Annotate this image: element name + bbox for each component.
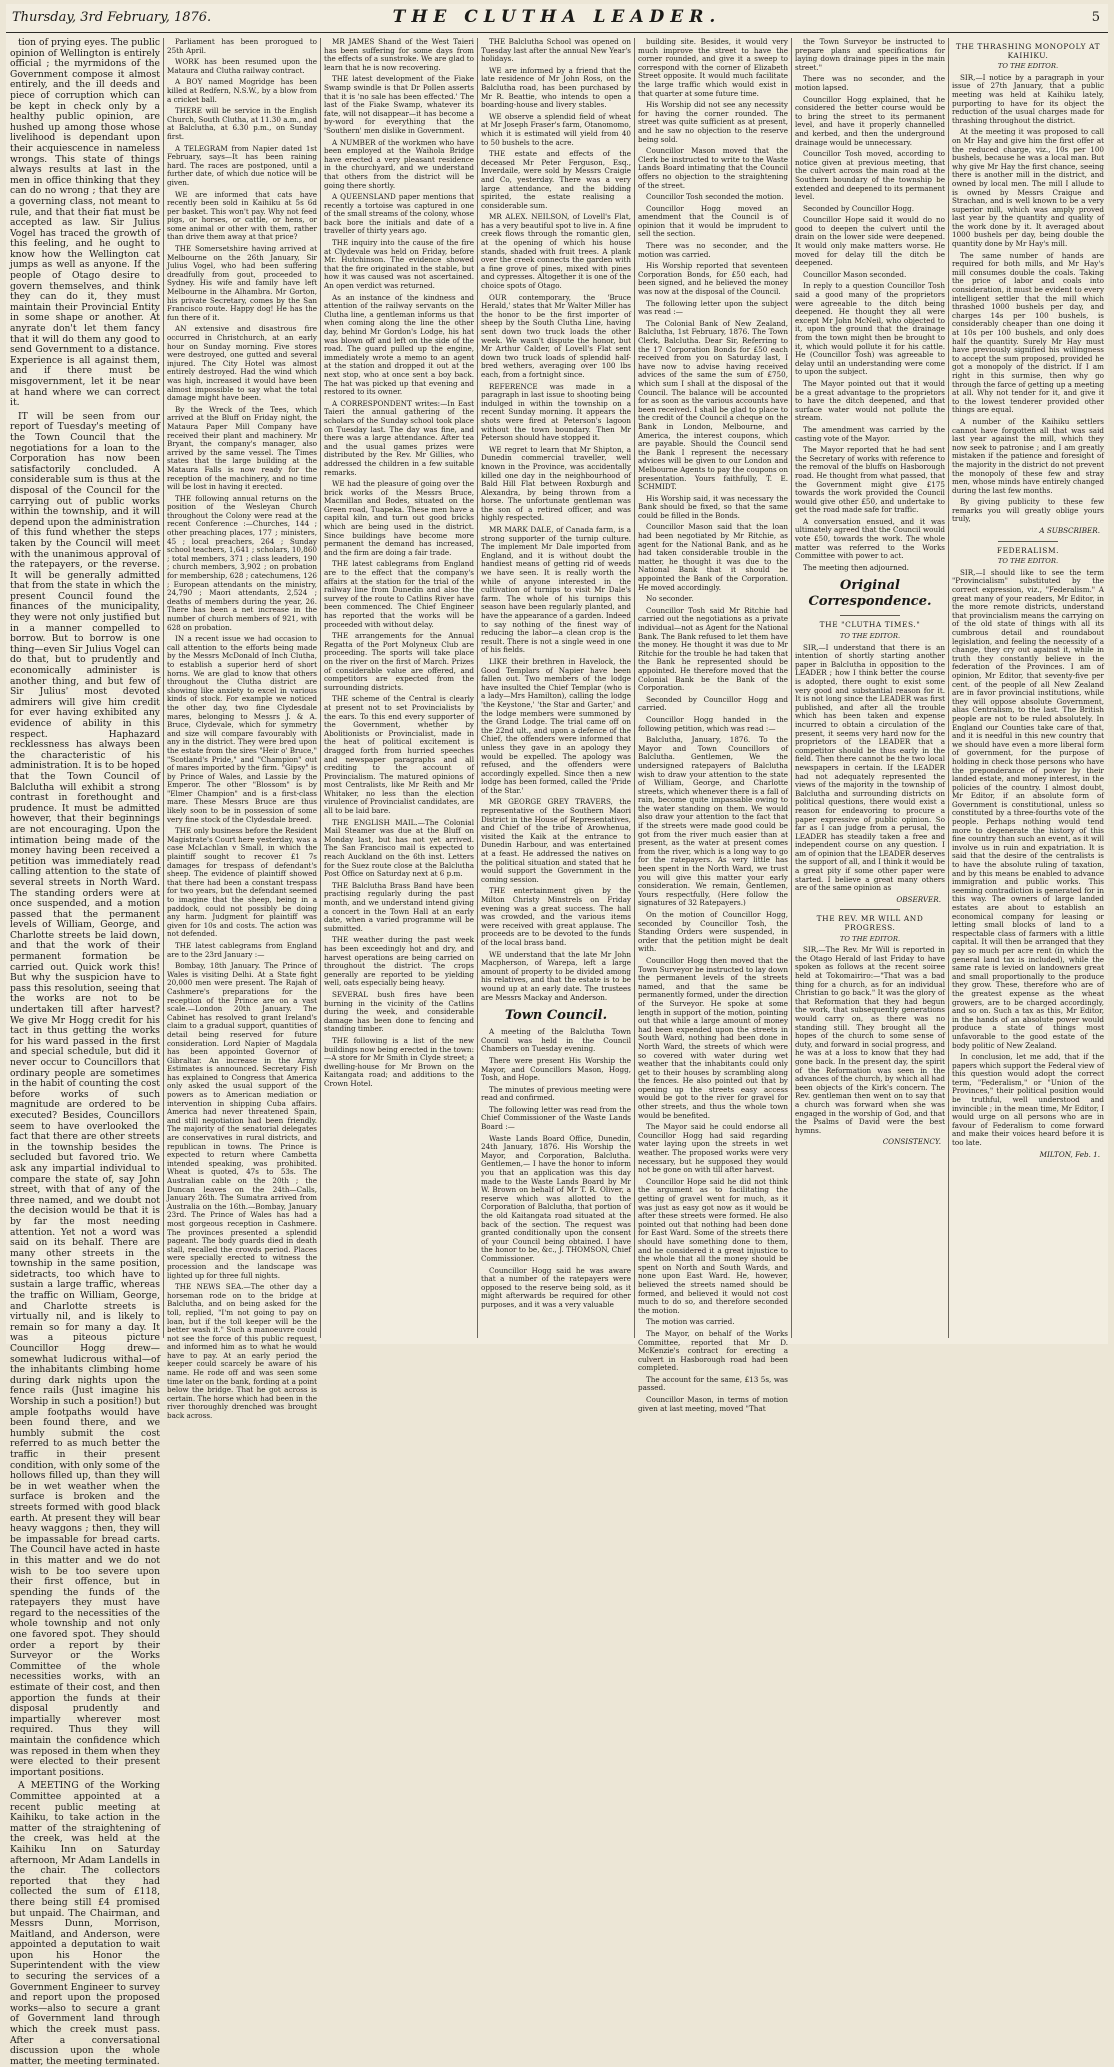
column-4 (481, 38, 631, 1338)
news-paragraph: THE ENGLISH MAIL.—The Colonial Mail Steamer was due at the Bluff on Monday last, but has not yet arrived. The San Francisco mail is expected to reach Auckland on the 6th inst. Letters for the Suez route close at the Balclutha Post Office on Saturday next at 6 p.m. (324, 817, 474, 879)
column-3 (324, 38, 474, 1338)
letter-addressee: TO THE EDITOR. (839, 632, 901, 641)
letter-signature: OBSERVER. (896, 894, 941, 904)
column-rule (477, 38, 478, 1338)
news-paragraph: OUR contemporary, the 'Bruce Herald,' states that Mr Walter Miller has the honor to be the first importer of sheep by the South Clutha Line, having sent down two truck loads the other week. We wasn't dispute the honor, but Mr Arthur Calder, of Lovell's Flat sent down two truck loads of splendid half-bred wethers, averaging over 100 lbs each, from a fortnight since. (481, 292, 631, 379)
columns (6, 37, 1108, 2067)
news-paragraph: Bombay, 18th January. The Prince of Wales is visiting Delhi. At a State fight 20,000 men were present. The Rajah of Cashmere's preparations for the reception of the Prince are on a vast scale.—London 20th January. The Cabinet has resolved to grant Ireland's claim to a gradual support, quantities of detail being reserved for future consideration. Lord Napier of Magdala has been appointed Governor of Gibraltar. An increase in the Army Estimates is announced. Secretary Fish has explained to Congress that America only asked the usual support of the powers as to American mediation or intervention in shipping Cuba affairs. America had never threatened Spain, and still negotiation had been friendly. The majority of the senatorial delegates are conservatives in rural districts, and republican in towns. The Prince is expected to return where Cambetta intended speaking, was prohibited. Wheat is quoted, 47s to 53s. The Australian cable on the 20th ; the Duncan leaves on the 24th—Calls, January 26th. The Sumatra arrived from Australia on the 16th.—Bombay, January 23rd. The Prince of Wales has had a most gorgeous reception in Cashmere. The provinces presented a splendid pageant. The body guards died in death stall, recalled the crowds period. Places were specially erected to witness the procession and the landscape was lighted up for three full nights. (167, 961, 317, 1280)
news-paragraph: THE estate and effects of the deceased Mr Peter Ferguson, Esq., Inverdaile, were sold by Messrs Craigie and Co, yesterday. There was a very large attendance, and the bidding spirited, the estate realising a considerable sum. (481, 149, 631, 210)
council-paragraph: building site. Besides, it would very much improve the street to have the corner rounded, and give it a sweep to correspond with the corner of Elizabeth Street opposite. It would much facilitate the large traffic which would exist in that quarter at some future time. (638, 37, 788, 98)
divider (840, 615, 900, 616)
news-paragraph: THE latest cablegrams from England are to the effect that the company's affairs at the station for the trial of the railway line from Dunedin and also the survey of the route to Catlins River have been commenced. The Chief Engineer has reported that the works will be proceeded with without delay. (324, 559, 474, 629)
letter-paragraph: By giving publicity to these few remarks you will greatly oblige yours truly, (952, 497, 1104, 524)
news-paragraph: SEVERAL bush fires have been burning in the vicinity of the Catlins during the week, and considerable damage has been done to fencing and standing timber. (324, 989, 474, 1034)
news-paragraph: WE are informed by a friend that the late residence of Mr John Ross, on the Balclutha road, has been purchased by Mr R. Beattie, who intends to open a boarding-house and livery stables. (481, 65, 631, 110)
news-paragraph: THE following annual returns on the position of the Wesleyan Church throughout the Colony were read at the recent Conference :—Churches, 144 ; other preaching places, 177 ; ministers, 45 ; local preachers, 264 ; Sunday school teachers, 1,641 ; scholars, 10,860 ; total members, 371 ; class leaders, 190 ; church members, 3,902 ; on probation for membership, 628 ; catechumens, 126 ; European attendants on the ministry, 24,790 ; Maori attendants, 2,524 ; deaths of members during the year, 26. There has been a net increase in the number of church members of 921, with 628 on probation. (167, 493, 317, 632)
column-7 (952, 38, 1104, 1338)
page-number: 5 (1091, 10, 1100, 25)
council-paragraph: Waste Lands Board Office, Dunedin, 24th January, 1876. His Worship the Mayor, and Corporation, Balclutha. Gentlemen,— I have the honor to inform you that an application was this day made to the Waste Lands Board by Mr W. Brown on behalf of Mr T. R. Oliver, a reserve which was allotted to the Corporation of Balclutha, that portion of the old Kaitangata road situated at the back of the section. The request was granted conditionally upon the consent of your Council being obtained. I have the honor to be, &c., J. THOMSON, Chief Commissioner. (481, 1133, 631, 1263)
town-council-heading: Town Council. (504, 1008, 608, 1024)
correspondence-heading: Original Correspondence. (808, 578, 932, 610)
letter-paragraph: The same number of hands are required for both mills, and Mr Hay's mill consumes double the coals. Taking the price of labor and coals into consideration, it must be evident to every intelligent settler that the mill which thrashed 1000 bushels per day, and charges 14s per 100 bushels, is considerably cheaper than one doing it at 10s per 100 bushels, and only does half the quantity. Surely Mr Hay must have previously signified his willingness to accept the sum proposed, provided he got a monopoly of the district. If I am right in this surmise, then why go through the farce of getting up a meeting at all. Why not tender for it, and give it to the lowest tenderer provided other things are equal. (952, 250, 1105, 415)
letter-signature: MILTON, Feb. 1. (1039, 1149, 1100, 1159)
news-paragraph: MR JAMES Shand of the West Taieri has been suffering for some days from the effects of a sunstroke. We are glad to learn that he is now recovering. (324, 37, 474, 72)
letter-body (952, 569, 1104, 1148)
news-paragraph: WE understand that the late Mr John Macpherson, of Warepa, left a large amount of property to be divided among his relatives, and that the estate is to be wound up at an early date. The trustees are Messrs Mackay and Anderson. (481, 949, 631, 1002)
council-paragraph: Councillor Hope said he did not think the argument as to facilitating the getting of gravel went for much, as it was just as easy got now as it would be after these streets were formed. He also pointed out that nothing had been done for East Ward. Some of the streets there should have something done to them, and he considered it a great injustice to the whole that all the money should be spent on North and South Wards, and none upon East Ward. He, however, believed the streets named should be formed, and believed it would not cost much to do so, and therefore seconded the motion. (638, 1176, 788, 1315)
news-paragraph: THE weather during the past week has been exceedingly hot and dry, and harvest operations are being carried on throughout the district. The crops generally are reported to be yielding well, oats especially being heavy. (324, 935, 474, 988)
council-paragraph: There was no seconder, and the motion lapsed. (795, 74, 945, 92)
council-paragraph: No seconder. (646, 594, 694, 604)
news-paragraph: WORK has been resumed upon the Mataura and Clutha railway contract. (167, 57, 317, 75)
issue-date: Thursday, 3rd February, 1876. (12, 10, 212, 25)
column-2 (167, 37, 317, 1421)
council-paragraph: Councillor Tosh said Mr Ritchie had carried out the negotiations as a private individual—not as Agent for the National Bank. The Bank refused to let them have the money. He thought it was due to Mr Ritchie for the trouble he had taken that the Bank he represented should be appointed. He therefore moved that the Colonial Bank be the Bank of the Corporation. (638, 605, 788, 693)
council-paragraph: A meeting of the Balclutha Town Council was held in the Council Chambers on Tuesday evening. (481, 1027, 631, 1054)
column-rule (163, 38, 164, 1338)
council-paragraph: His Worship reported that seventeen Corporation Bonds, for £50 each, had been signed, and he believed the money was now at the disposal of the Council. (638, 261, 788, 297)
news-paragraph: THE arrangements for the Annual Regatta of the Port Molyneux Club are proceeding. The sports will take place on the river on the first of March. Prizes of considerable value are offered, and competitors are expected from the surrounding districts. (324, 631, 474, 692)
column-rule (320, 38, 321, 1338)
news-paragraph: THE following is a list of the new buildings now being erected in the town:—A store for Mr Smith in Clyde street; a dwelling-house for Mr Brown on the Kaitangata road; and additions to the Crown Hotel. (324, 1035, 474, 1088)
news-paragraph: AN extensive and disastrous fire occurred in Christchurch, at an early hour on Sunday morning. Five stores were destroyed, one gutted and several injured. The City Hotel was almost entirely destroyed. Had the wind which was high, increased it would have been almost impossible to say what the total damage might have been. (167, 324, 317, 403)
news-paragraph: Parliament has been prorogued to 25th April. (167, 37, 317, 55)
council-paragraph: The minutes of previous meeting were read and confirmed. (481, 1084, 631, 1103)
letter-paragraph: SIR,—I should like to see the term "Provincialism" substituted by the correct expression, viz., "Federalism." A great many of your readers, Mr Editor, in the more remote districts, understand that provincialism means the carrying on of the old state of things with all its cumbrous detail and roundabout legislation, and feeling the necessity of a change, they cry out against it, while in truth they constantly believe in the federation of the Provinces. I am of opinion, Mr Editor, that seventy-five per cent. of the people of all New Zealand are in favor provincial institutions, while they will oppose absolute Government, alias Centralism, to the last. The British people are not to be ruled absolutely. In England our Counties take care of that, and it is needful in this new country that we should have even a more liberal form of government, for the purpose of holding in check those persons who have the preponderance of power by their landed estate, and money interest, in the policies of the country. I almost doubt, Mr Editor, if an absolute form of Government is constitutional, unless so constituted by a three-fourths vote of the people. Perhaps nothing would tend more to degenerate the history of this fine country than such an event, as it will involve us in ruin and expatriation. It is said that the desire of the centralists is to have the absolute ruling of taxation, and by this means be enabled to advance immigration and public works. This seeming contradiction is generated for in this way. The owners of large landed estates are about to establish an economical company for leasing or letting small blocks of land to a respectable class of farmers with a little capital. It will then be arranged that they pay so much per acre rent (in which the general land tax is included), while the same rate is levied on landowners great and small proportionally to the produce they grow. These, therefore who are of the greatest expense as the wheat growers, are to be charged accordingly, and so on. Such a tax as this, Mr Editor, in the hands of an absolute power would produce a state of things most unfavorable to the good estate of the body politic of New Zealand. (952, 567, 1104, 1050)
letter-paragraph: At the meeting it was proposed to call on Mr Hay and give him the first offer at the reduced charge, viz., 10s per 100 bushels, because he was a local man. But why give Mr Hay the first chance, seeing there is another mill in the district, and owned by local men. The mill I allude to is owned by Messrs Craigue and Strachan, and is well known to be a very superior mill, which was amply proved last year by the quantity and quality of the work done by it. It averaged about 1000 bushels per day, being double the quantity done by Mr Hay's mill. (952, 127, 1104, 249)
masthead-title: THE CLUTHA LEADER. (392, 7, 722, 27)
council-paragraph: The meeting then adjourned. (803, 562, 909, 572)
council-paragraph: Councillor Hogg said he was aware that a number of the ratepayers were opposed to the reserve being sold, as it might afterwards be required for other purposes, and it was a very valuable (481, 1265, 631, 1309)
letter-signature: A SUBSCRIBER. (1039, 526, 1100, 536)
news-paragraph: WE regret to learn that Mr Shipton, a Dunedin commercial traveller, well known in the Province, was accidentally killed one day in the neighbourhood of Bald Hill Flat between Roxburgh and Alexandra, by being thrown from a horse. The unfortunate gentleman was the son of a retired officer, and was highly respected. (481, 444, 631, 523)
letter-body: SIR,—The Rev. Mr Will is reported in the Otago Herald of last Friday to have spoken as follows at the recent soiree held at Tokomairiro:—"That was a bad thing for a church, as for an individual Christian to go back." It was the glory of that Reformation that they had begun the work, that subsequently generations would carry on, as there was no standing still. They brought all the hopes of the church to some sense of duty, and forward in social progress, and he was at a loss to know that they had gone back. In the present day, the spirit of the Reformation was seen in the advances of the church, by which all had been objects of the Kirk's concern. The Rev. gentleman then went on to say that a church was forward when she was engaged in the worship of God, and that the Psalms of David were the best hymns. (795, 945, 945, 1135)
council-paragraph: The Mayor, on behalf of the Works Committee, reported that Mr D. McKenzie's contract for erecting a culvert in Hasborough road had been completed. (638, 1328, 788, 1373)
letter-title: THE "CLUTHA TIMES." (819, 620, 921, 630)
news-items (324, 38, 474, 1088)
council-paragraph: The Mayor reported that he had sent the Secretary of works with reference to the removal of the bluffs on Hasborough road. He thought from what passed, that the Government might give £175 towards the work provided the Council would give other £50, and undertake to get the road made safe for traffic. (795, 445, 945, 515)
council-paragraph: The Mayor said he could endorse all Councillor Hogg had said regarding water laying upon the streets in wet weather. The proposed works were very necessary, but he supposed they would not be gone on with till after harvest. (638, 1122, 788, 1175)
letter-title: THE THRASHING MONOPOLY AT KAIHIKU. (955, 42, 1101, 60)
council-paragraph: Balclutha, January, 1876. To the Mayor and Town Councillors of Balclutha. Gentlemen, We the undersigned ratepayers of Balclutha wish to draw your attention to the state of William, George, and Charlotte streets, which whenever there is a fall of rain, become quite impassable owing to the water standing on them. We would also draw your attention to the fact that if the streets were made good could be got from the river much easier than at present, as the water at present comes from the river, which is a long way to go for the ratepayers. As very little has been spent in the North Ward, we trust you will give this matter your early consideration. We remain, Gentlemen, Yours respectfully, (Here follow the signatures of 32 Ratepayers.) (638, 735, 788, 908)
news-paragraph: THE latest cablegrams from England are to the 23rd January :— (167, 940, 317, 959)
town-council-report (481, 1028, 631, 1309)
news-paragraph: THE scheme of the Central is clearly at present not to set Provincialists by the ears. To this end every supporter of the Government, whether by Abolitionists or Provincialist, made in the heat of political excitement is dragged forth from hurried speeches and newspaper paragraphs and all crediting to the account of Provincialism. The matured opinions of most Centralists, like Mr Reith and Mr Whitaker, no less than the election virulence of Provincialist candidates, are all to be laid bare. (324, 694, 474, 816)
letter-title: THE REV. MR WILL AND PROGRESS. (816, 914, 924, 933)
council-paragraph: The motion was carried. (646, 1317, 735, 1327)
news-paragraph: A NUMBER of the workmen who have been employed at the Waihola Bridge have erected a very pleasant residence in the churchyard, and we understand that others from the district will be going there shortly. (324, 137, 474, 190)
divider (840, 909, 900, 910)
council-paragraph: Seconded by Councillor Hogg and carried. (638, 694, 788, 713)
news-paragraph: WE observe a splendid field of wheat at Mr Joseph Fraser's farm, Otanomomo, which it is estimated will yield from 40 to 50 bushels to the acre. (481, 111, 631, 147)
letter-addressee: TO THE EDITOR. (997, 62, 1059, 71)
news-paragraph: THE Balclutha Brass Band have been practising regularly during the past month, and we understand intend giving a concert in the Town Hall at an early date, when a varied programme will be submitted. (324, 880, 474, 933)
council-paragraph: The following letter upon the subject was read :— (638, 298, 788, 317)
leader-paragraph: A MEETING of the Working Committee appointed at a recent public meeting at Kaihiku, to take action in the matter of the straightening of the creek, was held at the Kaihiku Inn on Saturday afternoon, Mr Adam Landells in the chair. The collectors reported that they had collected the sum of £118, there being still £4 promised but unpaid. The Chairman, and Messrs Dunn, Morrison, Maitland, and Anderson, were appointed a deputation to wait upon his Honor the Superintendent with the view to securing the services of a Government Engineer to survey and report upon the proposed works—also to secure a grant of Government land through which the creek must pass. After a conversational discussion upon the whole matter, the meeting terminated. (10, 1780, 160, 2067)
council-paragraph: Councillor Tosh moved, according to notice given at previous meeting, that the culvert across the main road at the Southern boundary of the township be extended and deepened to its permanent level. (795, 149, 945, 202)
town-council-report-continued (638, 38, 788, 1413)
news-paragraph: THE entertainment given by the Milton Christy Minstrels on Friday evening was a great success. The hall was crowded, and the various items were received with great applause. The proceeds are to be devoted to the funds of the local brass band. (481, 886, 631, 947)
council-paragraph: The account for the same, £13 5s, was passed. (638, 1374, 788, 1393)
council-paragraph: Councillor Hogg moved an amendment that the Council is of opinion that it would be imprudent to sell the section. (638, 203, 788, 239)
council-paragraph: Councillor Tosh seconded the motion. (646, 192, 784, 202)
letter-body (952, 74, 1104, 524)
council-paragraph: There was no seconder, and the motion was carried. (638, 241, 788, 259)
news-paragraph: MR ALEX. NEILSON, of Lovell's Flat, has a very beautiful spot to live in. A fine creek flows through the romantic glen, at the opening of which his house stands, shaded with fruit trees. A plank over the creek connects the garden with a fine grove of pines, mixed with pines and cypresses. Altogether it is one of the choice spots of Otago. (481, 212, 631, 291)
running-head (6, 4, 1108, 33)
letter-paragraph: SIR,—I notice by a paragraph in your issue of 27th January, that a public meeting was held at Kaihiku lately, purporting to have for its object the reduction of the usual charges made for thrashing throughout the district. (952, 72, 1104, 125)
council-paragraph: Councillor Hope said it would do no good to deepen the culvert until the drain on the lower side were deepened. It would only make matters worse. He moved for delay till the ditch be deepened. (795, 215, 945, 268)
news-paragraph: A TELEGRAM from Napier dated 1st February, says—It has been raining hard. The races are postponed, until a further date, of which due notice will be given. (167, 143, 317, 187)
council-paragraph: Councillor Hogg then moved that the Town Surveyor be instructed to lay down the permanent levels of the streets named, and that the same be permanently formed, under the direction of the Surveyor. He spoke at some length in support of the motion, pointing out that while a large amount of money had been expended upon the streets in South Ward, nothing had been done in North Ward, the streets of which were so covered with water during wet weather that the inhabitants could only get to their houses by scrambling along the fences. He also pointed out that by opening up the streets easy access would be got to the river for gravel for other streets, and thus the whole town would be benefited. (638, 955, 788, 1120)
news-paragraph: A BOY named Mogridge has been killed at Redfern, N.S.W., by a blow from a cricket ball. (167, 77, 317, 104)
council-paragraph: The Colonial Bank of New Zealand, Balclutha, 1st February, 1876. The Town Clerk, Balclutha. Dear Sir, Referring to the 17 Corporation Bonds for £50 each received from you on Saturday last, I have now to advise having received advices of the same the sum of £750, which sum I shall at the disposal of the Council. The balance will be accounted for as soon as the various accounts have been received. I shall be glad to place to the credit of the Council a cheque on the Bank in London, Melbourne, and America, the interest coupons, which are payable. Should the Council send the Bank I represent the necessary advices will be given to our London and Melbourne Agents to pay the coupons on presentation. Yours faithfully, T. E. SCHMIDT. (638, 318, 788, 492)
leader-paragraph: tion of prying eyes. The public opinion of Wellington is entirely official ; the myrmidons of the Government compose it almost entirely, and the ill deeds and piece of corruption which can be kept in check only by a healthy public opinion, are hushed up among those whose livelihood is dependant upon their acquiescence in nameless wrongs. This state of things always results at last in the men in office thinking that they can do no wrong ; that they are a governing class, not meant to rule, and that their fiat must be accepted as law. Sir Julius Vogel has traced the growth of this feeling, and he ought to know how the Wellington cat jumps as well as anyone. If the people of Otago desire to govern themselves, and think they can do it, they must maintain their Provincial Entity in some shape or another. At anyrate don't let them fancy that it will do them any good to send Government to a distance. Experience is all against them, and if there must be misgovernment, let it be near at hand where we can correct it. (10, 37, 160, 409)
news-paragraph: A CORRESPONDENT writes:—In East Taieri the annual gathering of the scholars of the Sunday school took place on Tuesday last. The day was fine, and there was a large attendance. After tea and the usual games prizes were distributed by the Rev. Mr Gillies, who addressed the children in a few suitable remarks. (324, 398, 474, 477)
news-paragraph: REFERENCE was made in a paragraph in last issue to shooting being indulged in within the township on a recent Sunday morning. It appears the shots were fired at Peterson's lagoon without the town boundary. Then Mr Peterson should have stopped it. (481, 381, 631, 443)
town-council-report-continued (795, 38, 945, 572)
council-paragraph: Seconded by Councillor Hogg. (803, 203, 914, 213)
council-paragraph: On the motion of Councillor Hogg, seconded by Councillor Tosh, the Standing Orders were suspended, in order that the petition might be dealt with. (638, 910, 788, 954)
news-paragraph: As an instance of the kindness and attention of the railway servants on the Clutha line, a gentleman informs us that when coming along the line the other day, behind Mr Gordon's Lodge, his hat was blown off and left on the side of the road. The guard pulled up the engine, immediately wrote a memo to an agent at the station and dropped it out at the next stop, who at once sent a boy back. The hat was picked up that evening and restored to its owner. (324, 292, 474, 397)
letter-paragraph: A number of the Kaihiku settlers cannot have forgotten all that was said last year against the mill, which they now seek to patronise ; and I am greatly mistaken if the patience and foresight of the majority in the district do not prevent the monopoly of these few and stray men, whose minds have entirely changed during the last few months. (952, 416, 1104, 495)
council-paragraph: The Mayor pointed out that it would be a great advantage to the proprietors to have the ditch deepened, and that surface water would not pollute the stream. (795, 378, 945, 423)
council-paragraph: His Worship did not see any necessity for having the corner rounded. The street was quite sufficient as at present, and he saw no objection to the reserve being sold. (638, 100, 788, 144)
column-1 (10, 37, 160, 2067)
letter-addressee: TO THE EDITOR. (839, 934, 901, 943)
council-paragraph: A conversation ensued, and it was ultimately agreed that the Council would vote £50, towards the work. The whole matter was referred to the Works Committee with power to act. (795, 516, 945, 561)
divider (998, 541, 1059, 542)
news-paragraph: THE only business before the Resident Magistrate's Court here yesterday, was a case McLachlan v Small, in which the plaintiff sought to recover £1 7s damages for trespass of defendant's sheep. The evidence of plaintiff showed that there had been a constant trespass for two years, but the defendant seemed to imagine that the sheep, being in a paddock, could not possibly be doing any harm. Judgment for plaintiff was given for 10s and costs. The action was not defended. (167, 826, 317, 939)
council-paragraph: In reply to a question Councillor Tosh said a good many of the proprietors were agreeable to the ditch being deepened. He thought they all were except Mr John McNeil, who objected to it, upon the ground that the drainage from the town might then be brought to it, which would pollute it for his cattle. He (Councillor Tosh) was agreeable to delay until an understanding were come to upon the subject. (795, 281, 945, 377)
council-paragraph: Councillor Mason, in terms of motion given at last meeting, moved "That (638, 1395, 788, 1413)
news-paragraph: THE Balclutha School was opened on Tuesday last after the annual New Year's holidays. (481, 37, 631, 64)
news-paragraph: MR MARK DALE, of Canada farm, is a strong supporter of the turnip culture. The implement Mr Dale imported from England, and it is without doubt the handiest means of getting rid of weeds we have seen. It is really worth the while of anyone interested in the cultivation of turnips to visit Mr Dale's farm. The whole of his turnips this season have been regularly planted, and have the appearance of a garden. Indeed to say nothing of the finest way of reducing the labor—a clean crop is the result. There is not a single weed in one of his fields. (481, 525, 631, 655)
letter-signature: CONSISTENCY. (882, 1137, 941, 1147)
council-paragraph: Councillor Mason moved that the Clerk be instructed to write to the Waste Lands Board intimating that the Council offers no objection to the straightening of the street. (638, 146, 788, 190)
news-paragraph: THERE will be service in the English Church, South Clutha, at 11.30 a.m., and at Balclutha, at 6.30 p.m., on Sunday first. (167, 106, 317, 141)
news-paragraph: WE had the pleasure of going over the brick works of the Messrs Bruce, Macmillan and Bodes, situated on the Green road, Tuapeka. These men have a capital kiln, and turn out good bricks which are being used in the district. Since buildings have become more permanent the demand has increased, and the firm are doing a fair trade. (324, 479, 474, 557)
news-items (167, 38, 317, 1421)
letter-title: FEDERALISM. (996, 545, 1060, 555)
news-paragraph: A QUEENSLAND paper mentions that recently a tortoise was captured in one of the small streams of the colony, whose back bore the initials and date of a traveller of thirty years ago. (324, 192, 474, 236)
news-paragraph: By the Wreck of the Tees, which arrived at the Bluff on Friday night, the Mataura Paper Mill Company have received their plant and machinery. Mr Bryant, the company's manager, also arrived by the same vessel. The Times states that the large building at the Mataura Falls is now ready for the reception of the machinery, and no time will be lost in having it erected. (167, 404, 317, 492)
council-paragraph: Councillor Hogg handed in the following petition, which was read :— (638, 714, 788, 733)
column-6 (795, 38, 945, 1338)
column-rule (948, 38, 949, 1338)
column-rule (634, 38, 635, 1338)
leader-article (10, 38, 160, 2067)
news-paragraph: THE NEWS SEA.—The other day a horseman rode on to the bridge at Balclutha, and on being asked for the toll, replied, "I'm not going to pay on loan, but if the toll keeper will be the better wash it." Such a manoeuvre could not see the force of this public request, and informed him as to what he would have to pay. At an early period the keeper could scarcely be aware of his name. He rode off and was seen some time later on the bank, fording at a point below the bridge. That he got across is certain. The horse which had been in the river thoroughly drenched was brought back across. (167, 1282, 317, 1421)
leader-paragraph: IT will be seen from our report of Tuesday's meeting of the Town Council that the negotiations for a loan to the Corporation has now been satisfactorily concluded. A considerable sum is thus at the disposal of the Council for the carrying out of public works within the township, and it will depend upon the administration of this fund whether the steps taken by the Council will meet with the unanimous approval of the ratepayers, or the reverse. It will be generally admitted that from the state in which the present Council found the finances of the municipality, they were not only justified but in a manner compelled to borrow. But to borrow is one thing—even Sir Julius Vogel can do that, but to prudently and economically administer is another thing, and but few of Sir Julius' most devoted admirers will give him credit for ever having exhibited any evidence of ability in this respect. Haphazard recklessness has always been the characteristic of his administration. It is to be hoped that the Town Council of Balclutha will exhibit a strong contrast in forethought and prudence. It must be admitted however, that their beginnings are not encouraging. Upon the intimation being made of the money having been received a petition was immediately read calling attention to the state of several streets in North Ward. The standing orders were at once suspended, and a motion passed that the permanent levels of William, George, and Charlotte streets be laid down, and that the work of their permanent formation be carried out. Quick work this! But why the suspicion have to pass this resolution, seeing that the works are not to be undertaken till after harvest? We give Mr Hogg credit for his tact in thus getting the works for his ward passed in the first and special schedule, but did it never occur to Councillors that ordinary people are sometimes in the habit of counting the cost before works of such magnitude are ordered to be executed? Besides, Councillors seem to have overlooked the fact that there are other streets in the township besides the secluded but favored trio. We ask any impartial individual to compare the state of, say John street, with that of any of the three named, and we doubt not the decision would be that it is by far the most needing attention. Yet not a word was said on its behalf. There are many other streets in the township in the same position, sidetracts, too which have to sustain a large traffic, whereas the traffic on William, George, and Charlotte streets is virtually nil, and is likely to remain so for many a day. It was a piteous picture Councillor Hogg drew—somewhat ludicrous withal—of the inhabitants climbing home during dark nights upon the fence rails (Just imagine his Worship in such a position!) but ample footpaths would have been found there, and we humbly submit the cost referred to as much better the traffic in their present condition, with only some of the hollows filled up, than they will be in wet weather when the surface is broken and the streets formed with good black earth. At present they will bear heavy waggons ; then, they will be impassable for bread carts. The Council have acted in haste in this matter and we do not wish to be too severe upon their first offence, but in spending the funds of the ratepayers they must have regard to the necessities of the whole township and not only one favored spot. They should order a report by their Surveyor or the Works Committee of the whole necessities works, with an estimate of their cost, and then apportion the funds at their disposal prudently and impartially wherever most required. Thus they will maintain the confidence which was reposed in them when they were elected to their present important positions. (10, 410, 160, 1778)
news-paragraph: THE Somersetshire having arrived at Melbourne on the 26th January, Sir Julius Vogel, who had been suffering dreadfully from gout, proceeded to Sydney. His wife and family have left Melbourne in the Alhambra. Mr Gorton, his private Secretary, comes by the San Francisco route. Happy dog! He has the fun there of it. (167, 244, 317, 322)
council-paragraph: Councillor Mason said that the loan had been negotiated by Mr Ritchie, as agent for the National Bank, and as he had taken considerable trouble in the matter, he thought it was due to the National Bank that it should be appointed the Bank of the Corporation. He moved accordingly. (638, 522, 788, 592)
news-paragraph: THE inquiry into the cause of the fire at Clydevale was held on Friday, before Mr. Hutchinson. The evidence showed that the fire originated in the stable, but how it was caused was not ascertained. An open verdict was returned. (324, 238, 474, 291)
letter-addressee: TO THE EDITOR. (997, 557, 1059, 566)
council-paragraph: Councillor Mason seconded. (803, 269, 907, 279)
column-rule (791, 38, 792, 1338)
council-paragraph: His Worship said, it was necessary the Bank should be fixed, so that the same could be filled in the Bonds. (638, 493, 788, 520)
news-paragraph: IN a recent issue we had occasion to call attention to the efforts being made by the Messrs McDonald of Inch Clutha, to establish a superior herd of short horns. We are glad to know that others throughout the Clutha district are showing like anxiety to excel in various kinds of stock. For example we noticed the other day, two fine Clydesdale mares, belonging to Messrs J. & A. Bruce, Clydevale, which for symmetry and size will compare favourably with any in the district. They were bred upon the estate from the sires "Heir o' Bruce," "Scotland's Pride," and "Champion" out of mares imported by the firm. "Gipsy" is by Prince of Wales, and Lassie by the Emperor. The other "Blossom" is by "Elmer Champion" and is a first-class mare. These Messrs Bruce are thus likely soon to be in possession of some very fine stock of the Clydesdale breed. (167, 634, 317, 824)
letter-body: SIR,—I understand that there is an intention of shortly starting another paper in Balclutha in opposition to the LEADER ; how I think better the course is adopted, there ought to exist some very good and substantial reason for it. It is not long since the LEADER was first published, and after all the trouble which has been taken and expense incurred to obtain a circulation of the present, it seems very hard now for the proprietors of the LEADER that a competitor should be thus early in the field. Then there cannot be the two local newspapers in certain. If the LEADER had not adequately represented the views of the majority in the township of Balclutha and surrounding districts on political questions, there would exist a reason for endeavoring to procure a paper expressive of public opinion. So far as I can judge from a perusal, the LEADER has steadily taken a free and independent course on any question. I am of opinion that the LEADER deserves the support of all, and I think it would be a great pity if some other paper were started. I believe a great many others are of the same opinion as (795, 642, 945, 893)
column-5 (638, 37, 788, 1413)
news-paragraph: THE latest development of the Fiake Swamp swindle is that Dr Pollen asserts that it is 'no sale has been effected.' The last of the Fiake Swamp, whatever its fate, will not disappear—it has become a by-word for everything that the 'Southern' men dislike in Government. (324, 74, 474, 135)
letter-paragraph: In conclusion, let me add, that if the papers which support the Federal view of this question would adopt the correct term, "Federalism," or "Union of the Provinces," their political position would be truthful, well understood and invincible ; in the mean time, Mr Editor, I would urge on all persons who are in favour of Federalism to come forward and make their voices heard before it is too late. (952, 1052, 1104, 1148)
council-paragraph: The following letter was read from the Chief Commissioner of the Waste Lands Board :— (481, 1104, 631, 1132)
newspaper-page (6, 4, 1108, 2067)
news-paragraph: WE are informed that cats have recently been sold in Kaihiku at 5s 6d per basket. This won't pay. Why not feed pigs, or horses, or cattle, or hens, or some animal or other with them, rather than drive them away at that price? (167, 189, 317, 242)
news-items (481, 38, 631, 1002)
news-paragraph: MR GEORGE GREY TRAVERS, the representative of the Southern Maori District in the House of Representatives, and Chief of the tribe of Arowhenua, visited the Kaik at the entrance to Dunedin Harbour, and was entertained at a feast. He addressed the natives on the political situation and stated that he would support the Government in the coming session. (481, 797, 631, 884)
council-paragraph: The amendment was carried by the casting vote of the Mayor. (795, 424, 945, 443)
council-paragraph: There were present His Worship the Mayor, and Councillors Mason, Hogg, Tosh, and Hope. (481, 1055, 631, 1083)
news-paragraph: LIKE their brethren in Havelock, the Good Templars of Napier have been fallen out. Two members of the lodge have insulted the Chief Templar (who is a lady—Mrs Hamilton), calling the lodge 'the Keystone,' 'the Star and Garter,' and the lodge members were summoned by the Grand Lodge. The trial came off on the 22nd ult., and upon a defence of the Chief, the offenders were informed that unless they gave in an apology they would be expelled. The apology was refused, and the offenders were accordingly expelled. Since then a new lodge has been formed, called the 'Pride of the Star.' (481, 656, 631, 795)
council-paragraph: Councillor Hogg explained, that he considered the better course would be to bring the street to its permanent level, and have it properly channelled and kerbed, and then the underground drainage would be unnecessary. (795, 94, 945, 147)
council-paragraph: the Town Surveyor be instructed to prepare plans and specifications for laying down drainage pipes in the main street." (795, 37, 945, 72)
